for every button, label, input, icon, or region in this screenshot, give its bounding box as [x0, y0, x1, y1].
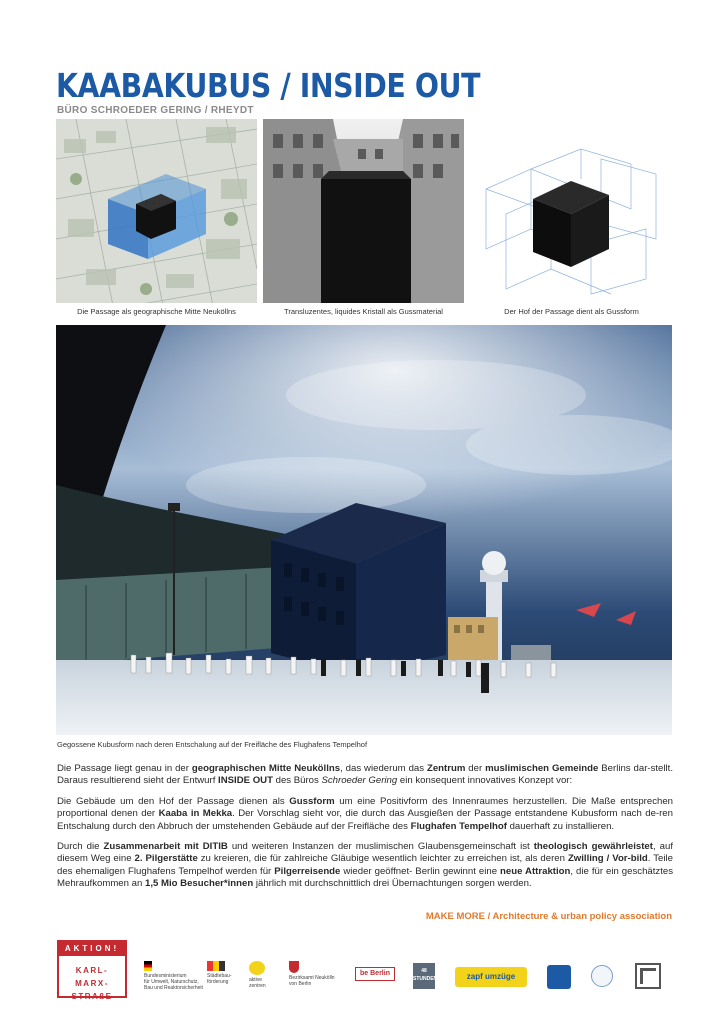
partner-logo-blue — [547, 965, 571, 989]
sponsor-logo-bar — [57, 937, 673, 1001]
text-run: Zwilling / Vor-bild — [567, 853, 648, 865]
thumbnail-caption-2: Transluzentes, liquides Kristall als Gussmaterial — [263, 303, 464, 321]
text-run: Zentrum — [426, 763, 466, 774]
text-run: . Der Vorschlag sieht vor, die durch das Ausgießen der Passage entstandene Kubusform nach de-ren Entschalung durch den Abbruch der umstehenden Gebäude auf der Freifläche des — [57, 808, 673, 832]
text-run: Flughafen Tempelhof — [410, 820, 507, 832]
staedtebau-logo: Städtebau- förderung — [207, 961, 231, 985]
text-run: Pilgerreisende — [274, 865, 341, 877]
text-run: , auf diesem Weg eine — [57, 841, 673, 865]
credit-line: MAKE MORE / Architecture & urban policy association — [425, 911, 672, 922]
staedtebau-icon — [207, 961, 225, 971]
text-run: ein konsequent innovatives Konzept vor: — [397, 775, 573, 787]
aerial-map-image — [56, 119, 257, 321]
text-run: Kaaba in Mekka — [158, 808, 233, 820]
aktion-karl-marx-strasse-logo — [57, 940, 127, 1001]
text-run: 2. Pilgerstätte — [134, 853, 198, 865]
text-run: . Teile des ehemaligen Flughafens Tempelhof werden für — [57, 853, 673, 877]
logo-main-bottom-2: STRAßE — [71, 992, 113, 1001]
thumbnail-row — [56, 119, 672, 321]
neukoelln-crest-icon — [289, 961, 299, 973]
paragraph-3 — [57, 841, 673, 891]
thumbnail-courtyard — [263, 119, 464, 321]
text-run: Schroeder Gering — [321, 775, 398, 787]
courtyard-image — [263, 119, 464, 321]
hero-image — [56, 325, 672, 735]
thumbnail-aerial-map — [56, 119, 257, 321]
text-run: neue Attraktion — [500, 865, 571, 877]
text-run: Zusammenarbeit mit DITIB — [103, 841, 228, 853]
kaaba-tempelhof-scene — [56, 325, 672, 735]
text-run: Gussform — [289, 795, 335, 807]
text-run: um eine Positivform des Innenraumes herzustellen. Die Maße entsprechen proportional denen der — [57, 795, 673, 820]
wireframe-image — [471, 119, 672, 321]
neukoelln-logo: Bezirksamt Neukölln von Berlin — [289, 961, 335, 987]
logo-main-top: AKTION! — [59, 942, 125, 956]
48-stunden-logo: 48 STUNDEN — [413, 963, 435, 989]
text-run: , das wiederum das — [340, 763, 427, 774]
be-berlin-logo: be Berlin — [355, 967, 395, 981]
zapf-umzuege-logo: zapf umzüge — [455, 967, 527, 987]
text-run: des Büros — [272, 775, 322, 787]
page-title: KAABAKUBUS / INSIDE OUT — [56, 66, 481, 105]
thumbnail-wireframe — [471, 119, 672, 321]
hero-caption: Gegossene Kubusform nach deren Entschalung auf der Freifläche des Flughafens Tempelhof — [57, 740, 368, 749]
text-run: Durch die — [57, 841, 104, 853]
german-flag-icon — [144, 961, 152, 971]
text-run: dauerhaft zu installieren. — [506, 820, 615, 832]
text-run: jährlich mit durchschnittlich drei Übernachtungen sorgen werden. — [253, 878, 532, 890]
make-more-mark-icon — [640, 968, 656, 984]
partner-logo-circle — [591, 965, 613, 987]
page-subtitle: BÜRO SCHROEDER GERING / RHEYDT — [57, 105, 254, 116]
text-run: wieder geöffnet- Berlin gewinnt eine — [340, 865, 501, 877]
make-more-logo — [635, 963, 661, 989]
thumbnail-caption-3: Der Hof der Passage dient als Gussform — [471, 303, 672, 321]
text-run: muslimischen Gemeinde — [485, 763, 599, 774]
text-run: und weiteren Instanzen der muslimischen Glaubensgemeinschaft ist — [227, 841, 534, 853]
logo-main-bottom-1: KARL-MARX- — [75, 966, 109, 988]
text-run: zu kreieren, die für zahlreiche Gläubige wesentlich leichter zu erreichen ist, als deren — [197, 853, 568, 865]
text-run: , die für ein geschätztes Mehraufkommen an — [57, 865, 674, 890]
text-run: geographischen Mitte Neuköllns — [191, 763, 341, 774]
text-run: 1,5 Mio Besucher*innen — [144, 878, 254, 890]
text-run: Berlins dar-stellt. Daraus resultierend sieht der Entwurf — [57, 763, 673, 787]
text-run: Die Gebäude um den Hof der Passage dienen als — [57, 795, 290, 807]
text-run: der — [465, 763, 486, 774]
text-run: INSIDE OUT — [218, 775, 273, 787]
thumbnail-caption-1: Die Passage als geographische Mitte Neuköllns — [56, 303, 257, 321]
ministry-logo: Bundesministerium für Umwelt, Naturschutz, Bau und Reaktorsicherheit — [144, 961, 203, 991]
paragraph-1 — [57, 763, 673, 788]
aktive-zentren-icon — [249, 961, 265, 975]
paragraph-2 — [57, 796, 673, 833]
text-run: Die Passage liegt genau in der — [57, 763, 192, 774]
body-text — [57, 763, 673, 899]
text-run: theologisch gewährleistet — [533, 841, 653, 853]
aktive-zentren-logo: aktive zentren — [249, 961, 266, 989]
